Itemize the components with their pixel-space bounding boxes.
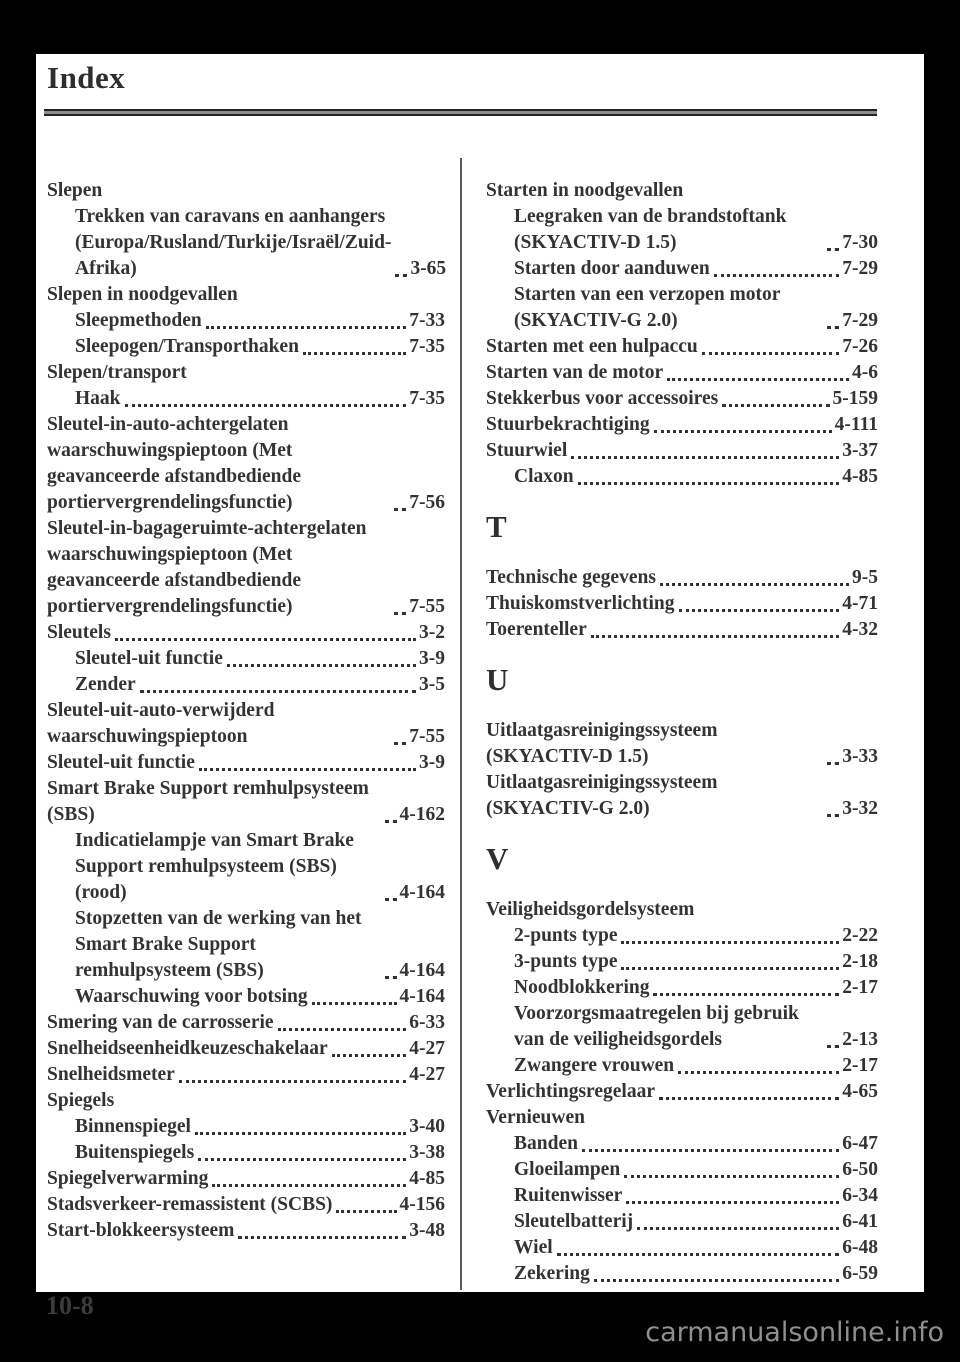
index-subentry bbox=[47, 646, 445, 672]
index-entry bbox=[486, 360, 878, 386]
index-subentry bbox=[47, 828, 445, 906]
entry-page-number: 6-41 bbox=[842, 1211, 878, 1232]
dotted-leader bbox=[714, 274, 839, 277]
index-entry bbox=[47, 620, 445, 646]
index-subentry bbox=[47, 308, 445, 334]
entry-label: Ruitenwisser bbox=[514, 1185, 623, 1206]
entry-label: Zwangere vrouwen bbox=[514, 1055, 675, 1076]
entry-label: Noodblokkering bbox=[514, 977, 650, 998]
index-subentry bbox=[486, 1235, 878, 1261]
entry-page-number: 3-48 bbox=[409, 1220, 445, 1241]
dotted-leader bbox=[678, 1071, 839, 1074]
entry-label: Slepen bbox=[47, 180, 103, 201]
entry-page-number: 3-2 bbox=[419, 622, 445, 643]
entry-label: Spiegels bbox=[47, 1090, 115, 1111]
entry-page-number: 6-48 bbox=[842, 1237, 878, 1258]
dotted-leader bbox=[624, 1175, 839, 1178]
dotted-leader bbox=[667, 378, 849, 381]
section-letter-U: U bbox=[486, 662, 509, 697]
entry-label: Smering van de carrosserie bbox=[47, 1012, 274, 1033]
entry-page-number: 4-85 bbox=[409, 1168, 445, 1189]
entry-label: Gloeilampen bbox=[514, 1159, 621, 1180]
entry-page-number: 7-55 bbox=[409, 726, 445, 747]
index-subentry bbox=[47, 1140, 445, 1166]
index-subentry bbox=[486, 1157, 878, 1183]
entry-page-number: 4-162 bbox=[399, 804, 445, 825]
dotted-leader bbox=[827, 326, 839, 329]
index-entry bbox=[47, 1010, 445, 1036]
entry-page-number: 3-9 bbox=[419, 648, 445, 669]
dotted-leader bbox=[212, 1184, 406, 1187]
entry-label: Toerenteller bbox=[486, 619, 587, 640]
entry-label: Binnenspiegel bbox=[75, 1116, 191, 1137]
entry-label: Trekken van caravans en aanhangers (Europa/Rusland/Turkije/Israël/Zuid-Afrika) bbox=[75, 206, 392, 279]
index-entry bbox=[486, 1105, 878, 1131]
entry-label: Smart Brake Support remhulpsysteem (SBS) bbox=[47, 778, 369, 825]
entry-page-number: 3-37 bbox=[842, 440, 878, 461]
dotted-leader bbox=[722, 404, 829, 407]
index-subentry bbox=[47, 672, 445, 698]
dotted-leader bbox=[199, 768, 416, 771]
dotted-leader bbox=[654, 430, 832, 433]
index-subentry bbox=[486, 1183, 878, 1209]
index-entry bbox=[47, 1192, 445, 1218]
index-subentry bbox=[486, 1131, 878, 1157]
entry-label: Zender bbox=[75, 674, 136, 695]
dotted-leader bbox=[626, 1201, 839, 1204]
dotted-leader bbox=[591, 635, 840, 638]
entry-label: Sleutel-uit-auto-verwijderd waarschuwingspieptoon bbox=[47, 700, 275, 747]
index-entry bbox=[47, 178, 445, 204]
dotted-leader bbox=[278, 1028, 407, 1031]
index-subentry bbox=[47, 906, 445, 984]
entry-page-number: 6-33 bbox=[409, 1012, 445, 1033]
index-entry bbox=[47, 360, 445, 386]
index-entry bbox=[486, 334, 878, 360]
index-column-right bbox=[486, 178, 878, 1287]
index-entry bbox=[486, 438, 878, 464]
entry-label: Slepen in noodgevallen bbox=[47, 284, 238, 305]
entry-label: Sleepogen/Transporthaken bbox=[75, 336, 299, 357]
entry-label: Haak bbox=[75, 388, 121, 409]
dotted-leader bbox=[659, 1097, 839, 1100]
dotted-leader bbox=[827, 1045, 839, 1048]
index-subentry bbox=[47, 984, 445, 1010]
entry-label: 3-punts type bbox=[514, 951, 618, 972]
entry-page-number: 2-17 bbox=[842, 1055, 878, 1076]
entry-label: Claxon bbox=[514, 466, 574, 487]
entry-page-number: 2-18 bbox=[842, 951, 878, 972]
index-entry bbox=[47, 1166, 445, 1192]
dotted-leader bbox=[394, 742, 406, 745]
entry-label: Thuiskomstverlichting bbox=[486, 593, 675, 614]
index-column-left bbox=[47, 178, 445, 1244]
index-entry bbox=[486, 565, 878, 591]
index-subentry bbox=[486, 923, 878, 949]
dotted-leader bbox=[395, 274, 407, 277]
section-letter-T: T bbox=[486, 509, 507, 544]
entry-label: Sleutelbatterij bbox=[514, 1211, 634, 1232]
index-entry bbox=[47, 1062, 445, 1088]
entry-page-number: 2-17 bbox=[842, 977, 878, 998]
index-entry bbox=[47, 1088, 445, 1114]
index-subentry bbox=[486, 1053, 878, 1079]
entry-label: Slepen/transport bbox=[47, 362, 187, 383]
entry-page-number: 4-32 bbox=[842, 619, 878, 640]
manual-page bbox=[36, 54, 924, 1292]
entry-page-number: 4-85 bbox=[842, 466, 878, 487]
entry-page-number: 7-29 bbox=[842, 310, 878, 331]
entry-label: Sleutel-in-auto-achtergelaten waarschuwingspieptoon (Met geavanceerde afstandbediende portiervergrendelingsfunctie) bbox=[47, 414, 302, 513]
entry-page-number: 4-156 bbox=[399, 1194, 445, 1215]
entry-page-number: 4-164 bbox=[399, 960, 445, 981]
dotted-leader bbox=[637, 1227, 839, 1230]
dotted-leader bbox=[140, 690, 416, 693]
entry-label: Waarschuwing voor botsing bbox=[75, 986, 308, 1007]
title-rule bbox=[44, 109, 877, 116]
dotted-leader bbox=[582, 1149, 839, 1152]
entry-page-number: 3-40 bbox=[409, 1116, 445, 1137]
entry-label: Snelheidseenheidkeuzeschakelaar bbox=[47, 1038, 328, 1059]
entry-page-number: 7-30 bbox=[842, 232, 878, 253]
entry-label: Starten door aanduwen bbox=[514, 258, 710, 279]
entry-page-number: 6-34 bbox=[842, 1185, 878, 1206]
index-subentry bbox=[486, 282, 878, 334]
entry-label: Technische gegevens bbox=[486, 567, 656, 588]
index-subentry bbox=[486, 204, 878, 256]
dotted-leader bbox=[125, 404, 407, 407]
dotted-leader bbox=[303, 352, 406, 355]
dotted-leader bbox=[594, 1279, 839, 1282]
entry-page-number: 5-159 bbox=[832, 388, 878, 409]
entry-page-number: 4-164 bbox=[399, 882, 445, 903]
index-subentry bbox=[486, 1001, 878, 1053]
entry-label: Stekkerbus voor accessoires bbox=[486, 388, 719, 409]
dotted-leader bbox=[227, 664, 416, 667]
dotted-leader bbox=[827, 814, 839, 817]
entry-label: Buitenspiegels bbox=[75, 1142, 195, 1163]
entry-page-number: 3-5 bbox=[419, 674, 445, 695]
dotted-leader bbox=[385, 976, 397, 979]
entry-page-number: 7-33 bbox=[409, 310, 445, 331]
entry-page-number: 7-56 bbox=[409, 492, 445, 513]
index-entry bbox=[47, 698, 445, 750]
dotted-leader bbox=[827, 248, 839, 251]
entry-label: Voorzorgsmaatregelen bij gebruik van de veiligheidsgordels bbox=[514, 1003, 799, 1050]
entry-page-number: 6-50 bbox=[842, 1159, 878, 1180]
index-entry bbox=[486, 178, 878, 204]
entry-label: Zekering bbox=[514, 1263, 590, 1284]
entry-label: Sleutel-uit functie bbox=[47, 752, 195, 773]
dotted-leader bbox=[557, 1253, 840, 1256]
entry-label: Vernieuwen bbox=[486, 1107, 585, 1128]
index-entry bbox=[486, 897, 878, 923]
index-entry bbox=[486, 617, 878, 643]
dotted-leader bbox=[679, 609, 840, 612]
index-entry bbox=[47, 1218, 445, 1244]
dotted-leader bbox=[660, 583, 849, 586]
index-subentry bbox=[47, 386, 445, 412]
dotted-leader bbox=[394, 508, 406, 511]
entry-page-number: 3-38 bbox=[409, 1142, 445, 1163]
entry-label: Uitlaatgasreinigingssysteem (SKYACTIV-D 1.5) bbox=[486, 720, 718, 767]
index-entry bbox=[486, 1079, 878, 1105]
index-subentry bbox=[486, 1209, 878, 1235]
entry-label: Snelheidsmeter bbox=[47, 1064, 175, 1085]
dotted-leader bbox=[336, 1210, 396, 1213]
entry-label: Sleepmethoden bbox=[75, 310, 202, 331]
index-subentry bbox=[47, 334, 445, 360]
dotted-leader bbox=[332, 1054, 407, 1057]
index-entry bbox=[486, 591, 878, 617]
entry-label: Stadsverkeer-remassistent (SCBS) bbox=[47, 1194, 333, 1215]
index-subentry bbox=[486, 1261, 878, 1287]
entry-label: Uitlaatgasreinigingssysteem (SKYACTIV-G 2.0) bbox=[486, 772, 718, 819]
dotted-leader bbox=[238, 1236, 406, 1239]
dotted-leader bbox=[621, 967, 839, 970]
index-subentry bbox=[486, 464, 878, 490]
entry-label: Verlichtingsregelaar bbox=[486, 1081, 655, 1102]
index-subentry bbox=[47, 204, 445, 282]
index-entry bbox=[486, 386, 878, 412]
entry-page-number: 3-65 bbox=[410, 258, 447, 279]
index-subentry bbox=[486, 256, 878, 282]
entry-label: Wiel bbox=[514, 1237, 553, 1258]
dotted-leader bbox=[179, 1080, 406, 1083]
entry-label: Sleutels bbox=[47, 622, 111, 643]
index-entry bbox=[47, 412, 445, 516]
entry-page-number: 4-27 bbox=[409, 1064, 445, 1085]
entry-label: Starten van een verzopen motor (SKYACTIV-G 2.0) bbox=[514, 284, 781, 331]
entry-page-number: 9-5 bbox=[852, 567, 878, 588]
index-entry bbox=[47, 516, 445, 620]
page-title: Index bbox=[47, 60, 126, 95]
column-divider bbox=[460, 158, 462, 1290]
entry-label: Start-blokkeersysteem bbox=[47, 1220, 235, 1241]
dotted-leader bbox=[312, 1002, 397, 1005]
section-letter-V: V bbox=[486, 841, 509, 876]
entry-label: Banden bbox=[514, 1133, 578, 1154]
dotted-leader bbox=[115, 638, 416, 641]
entry-page-number: 2-22 bbox=[842, 925, 878, 946]
entry-page-number: 4-111 bbox=[834, 414, 878, 435]
entry-page-number: 3-9 bbox=[419, 752, 445, 773]
entry-page-number: 3-33 bbox=[842, 746, 878, 767]
dotted-leader bbox=[653, 993, 839, 996]
entry-label: Stuurbekrachtiging bbox=[486, 414, 650, 435]
index-entry bbox=[47, 776, 445, 828]
dotted-leader bbox=[394, 612, 406, 615]
index-subentry bbox=[47, 1114, 445, 1140]
dotted-leader bbox=[385, 898, 397, 901]
index-entry bbox=[486, 770, 878, 822]
entry-page-number: 7-55 bbox=[409, 596, 445, 617]
dotted-leader bbox=[206, 326, 407, 329]
entry-page-number: 4-65 bbox=[842, 1081, 878, 1102]
entry-label: Starten in noodgevallen bbox=[486, 180, 684, 201]
entry-page-number: 4-27 bbox=[409, 1038, 445, 1059]
entry-label: Starten van de motor bbox=[486, 362, 664, 383]
dotted-leader bbox=[578, 482, 840, 485]
index-subentry bbox=[486, 949, 878, 975]
entry-label: Starten met een hulpaccu bbox=[486, 336, 698, 357]
entry-page-number: 6-47 bbox=[842, 1133, 878, 1154]
entry-page-number: 6-59 bbox=[842, 1263, 878, 1284]
watermark-text: carmanualsonline.info bbox=[645, 1317, 944, 1348]
entry-page-number: 3-32 bbox=[842, 798, 878, 819]
dotted-leader bbox=[621, 941, 839, 944]
dotted-leader bbox=[827, 762, 839, 765]
entry-page-number: 7-35 bbox=[409, 388, 445, 409]
entry-page-number: 4-6 bbox=[852, 362, 878, 383]
index-subentry bbox=[486, 975, 878, 1001]
entry-page-number: 2-13 bbox=[842, 1029, 878, 1050]
entry-page-number: 7-29 bbox=[842, 258, 878, 279]
index-entry bbox=[47, 750, 445, 776]
entry-label: Indicatielampje van Smart Brake Support remhulpsysteem (SBS) (rood) bbox=[75, 830, 354, 903]
entry-label: Stopzetten van de werking van het Smart Brake Support remhulpsysteem (SBS) bbox=[75, 908, 362, 981]
dotted-leader bbox=[702, 352, 839, 355]
entry-label: 2-punts type bbox=[514, 925, 618, 946]
index-entry bbox=[486, 412, 878, 438]
entry-page-number: 4-164 bbox=[399, 986, 445, 1007]
dotted-leader bbox=[195, 1132, 406, 1135]
dotted-leader bbox=[198, 1158, 406, 1161]
index-entry bbox=[486, 718, 878, 770]
entry-page-number: 4-71 bbox=[842, 593, 878, 614]
entry-label: Stuurwiel bbox=[486, 440, 568, 461]
dotted-leader bbox=[385, 820, 397, 823]
entry-page-number: 7-35 bbox=[409, 336, 445, 357]
index-entry bbox=[47, 1036, 445, 1062]
dotted-leader bbox=[571, 456, 839, 459]
entry-page-number: 7-26 bbox=[842, 336, 878, 357]
entry-label: Veiligheidsgordelsysteem bbox=[486, 899, 695, 920]
entry-label: Leegraken van de brandstoftank (SKYACTIV-D 1.5) bbox=[514, 206, 787, 253]
entry-label: Sleutel-in-bagageruimte-achtergelaten waarschuwingspieptoon (Met geavanceerde afstandbediende portiervergrendelingsfunctie) bbox=[47, 518, 367, 617]
index-entry bbox=[47, 282, 445, 308]
entry-label: Sleutel-uit functie bbox=[75, 648, 223, 669]
entry-label: Spiegelverwarming bbox=[47, 1168, 209, 1189]
footer-page-number: 10-8 bbox=[46, 1291, 94, 1320]
